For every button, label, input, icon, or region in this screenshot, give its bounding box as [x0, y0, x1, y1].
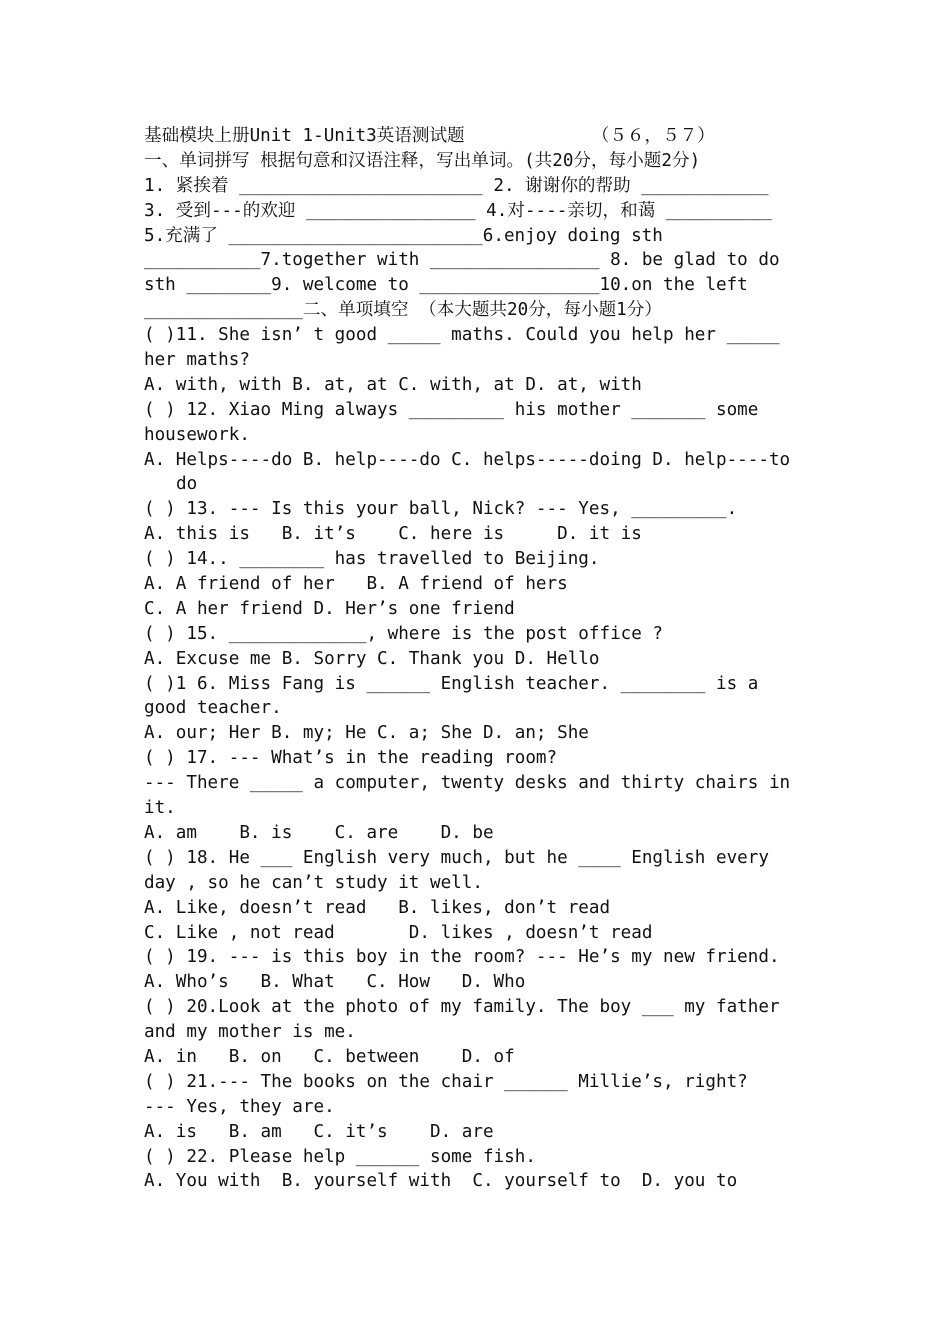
options-line: A. with, with B. at, at C. with, at D. at, with [144, 374, 642, 395]
question-line: ( ) 19. --- is this boy in the room? --- He’s my new friend. [144, 947, 780, 968]
question-line: housework. [144, 424, 250, 445]
question-line: ( ) 21.--- The books on the chair ______ Millie’s, right? [144, 1071, 748, 1092]
question-line: good teacher. [144, 698, 282, 719]
vocab-line: sth ________9. welcome to _________________10.on the left [144, 275, 748, 296]
options-line: A. Like, doesn’t read B. likes, don’t read [144, 897, 611, 918]
vocab-line: 1. 紧挨着 _______________________ 2. 谢谢你的帮助 ____________ [144, 175, 769, 196]
options-line: C. Like , not read D. likes , doesn’t read [144, 922, 653, 943]
options-line: A. our; Her B. my; He C. a; She D. an; She [144, 723, 589, 744]
options-line: A. A friend of her B. A friend of hers [144, 574, 568, 595]
question-line: it. [144, 798, 176, 819]
options-line: A. Who’s B. What C. How D. Who [144, 972, 526, 993]
section-2-heading: _______________二、单项填空 （本大题共20分，每小题1分） [144, 300, 662, 321]
options-line: A. am B. is C. are D. be [144, 822, 494, 843]
question-line: --- There _____ a computer, twenty desks and thirty chairs in [144, 773, 791, 794]
question-line: ( ) 12. Xiao Ming always _________ his mother _______ some [144, 399, 759, 420]
vocab-line: 5.充满了 ________________________6.enjoy doing sth [144, 225, 663, 246]
question-line: her maths? [144, 350, 250, 371]
options-line: A. is B. am C. it’s D. are [144, 1121, 494, 1142]
options-line: A. Excuse me B. Sorry C. Thank you D. Hello [144, 648, 600, 669]
section-1-heading: 一、单词拼写 根据句意和汉语注释，写出单词。(共20分，每小题2分) [144, 150, 701, 171]
question-line: ( ) 15. _____________, where is the post office ? [144, 623, 664, 644]
question-line: day , so he can’t study it well. [144, 872, 483, 893]
options-line: A. Helps----do B. help----do C. helps-----doing D. help----to [144, 449, 791, 470]
vocab-line: ___________7.together with ________________ 8. be glad to do [144, 250, 780, 271]
question-line: ( ) 13. --- Is this your ball, Nick? --- Yes, _________. [144, 499, 738, 520]
question-line: ( ) 20.Look at the photo of my family. The boy ___ my father [144, 997, 780, 1018]
question-line: ( ) 14.. ________ has travelled to Beijing. [144, 549, 600, 570]
question-line: --- Yes, they are. [144, 1096, 335, 1117]
question-line: ( )11. She isn’ t good _____ maths. Could you help her _____ [144, 325, 780, 346]
question-line: ( )1 6. Miss Fang is ______ English teacher. ________ is a [144, 673, 759, 694]
question-line: ( ) 17. --- What’s in the reading room? [144, 748, 558, 769]
options-line: do [176, 474, 198, 495]
question-line: ( ) 22. Please help ______ some fish. [144, 1146, 536, 1167]
options-line: A. this is B. it’s C. here is D. it is [144, 524, 642, 545]
vocab-line: 3. 受到---的欢迎 ________________ 4.对----亲切，和蔼 __________ [144, 200, 772, 221]
question-line: and my mother is me. [144, 1022, 356, 1043]
question-line: ( ) 18. He ___ English very much, but he ____ English every [144, 847, 769, 868]
options-line: A. You with B. yourself with C. yourself to D. you to [144, 1171, 738, 1192]
exam-document [144, 124, 814, 1194]
options-line: A. in B. on C. between D. of [144, 1046, 515, 1067]
doc-title: 基础模块上册Unit 1-Unit3英语测试题 （５６，５７） [144, 126, 715, 146]
options-line: C. A her friend D. Her’s one friend [144, 598, 515, 619]
